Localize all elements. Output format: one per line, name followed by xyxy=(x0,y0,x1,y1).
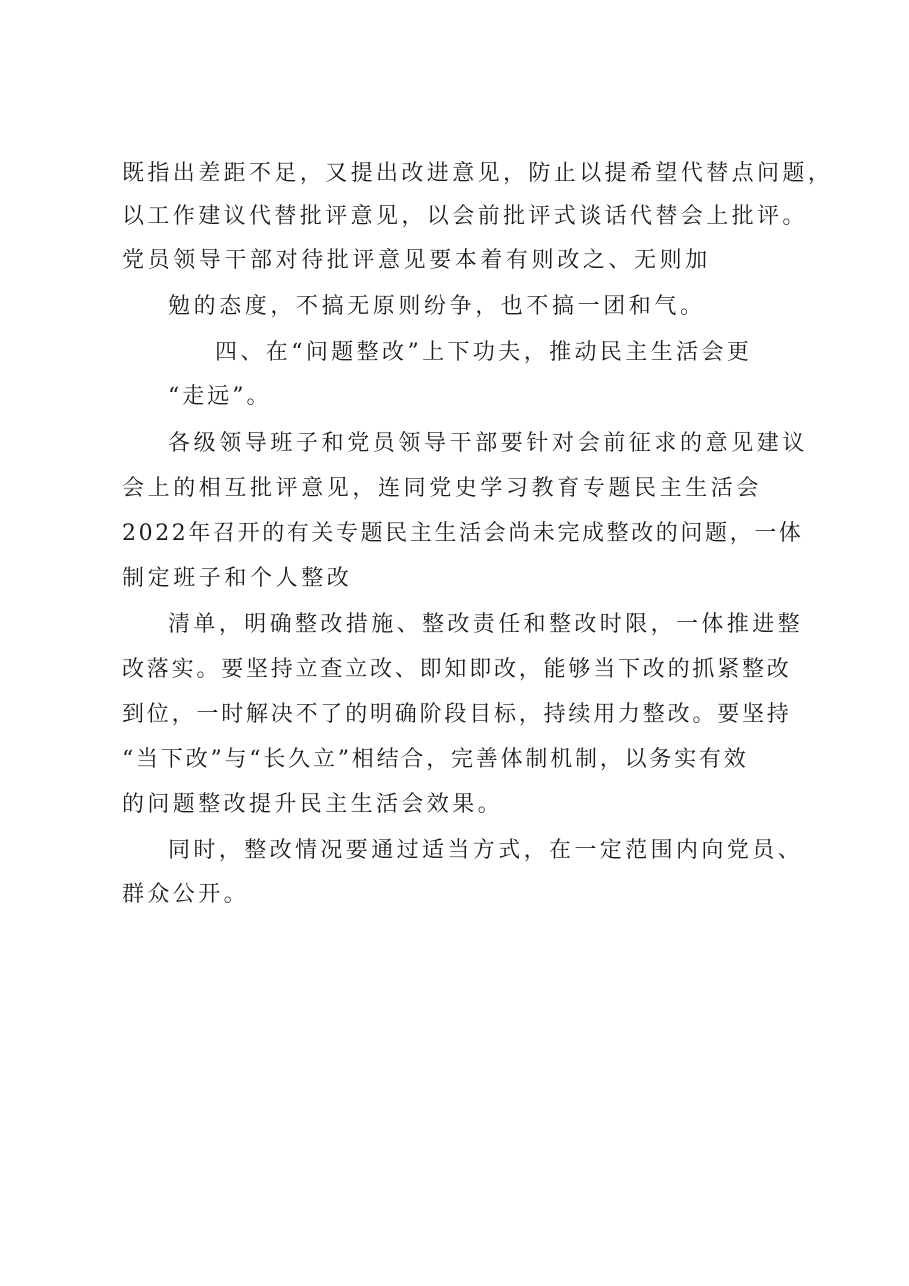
text-line-4: 勉的态度，不搞无原则纷争，也不搞一团和气。 xyxy=(168,294,706,319)
text-line-3: 党员领导干部对待批评意见要本着有则改之、无则加 xyxy=(122,248,711,273)
text-line-13: 到位，一时解决不了的明确阶段目标，持续用力整改。要坚持 xyxy=(122,702,792,727)
section-heading-line-1: 四、在“问题整改”上下功夫，推动民主生活会更 xyxy=(215,340,753,365)
text-line-8: 会上的相互批评意见，连同党史学习教育专题民主生活会 xyxy=(122,476,763,501)
text-line-17: 群众公开。 xyxy=(122,882,250,907)
text-line-2: 以工作建议代替批评意见，以会前批评式谈话代替会上批评。 xyxy=(122,204,808,229)
text-line-9: 2022年召开的有关专题民主生活会尚未完成整改的问题，一体 xyxy=(122,521,804,546)
text-line-15: 的问题整改提升民主生活会效果。 xyxy=(122,792,504,817)
text-line-7: 各级领导班子和党员领导干部要针对会前征求的意见建议 xyxy=(168,431,809,456)
text-line-11: 清单，明确整改措施、整改责任和整改时限，一体推进整 xyxy=(168,612,804,637)
text-line-1: 既指出差距不足，又提出改进意见，防止以提希望代替点问题， xyxy=(122,161,834,186)
text-line-16: 同时，整改情况要通过适当方式，在一定范围内向党员、 xyxy=(168,838,804,863)
section-heading-line-2: “走远”。 xyxy=(168,384,272,409)
text-line-10: 制定班子和个人整改 xyxy=(122,566,353,591)
text-line-14: “当下改”与“长久立”相结合，完善体制机制，以务实有效 xyxy=(122,747,749,772)
text-line-12: 改落实。要坚持立查立改、即知即改，能够当下改的抓紧整改 xyxy=(122,657,792,682)
